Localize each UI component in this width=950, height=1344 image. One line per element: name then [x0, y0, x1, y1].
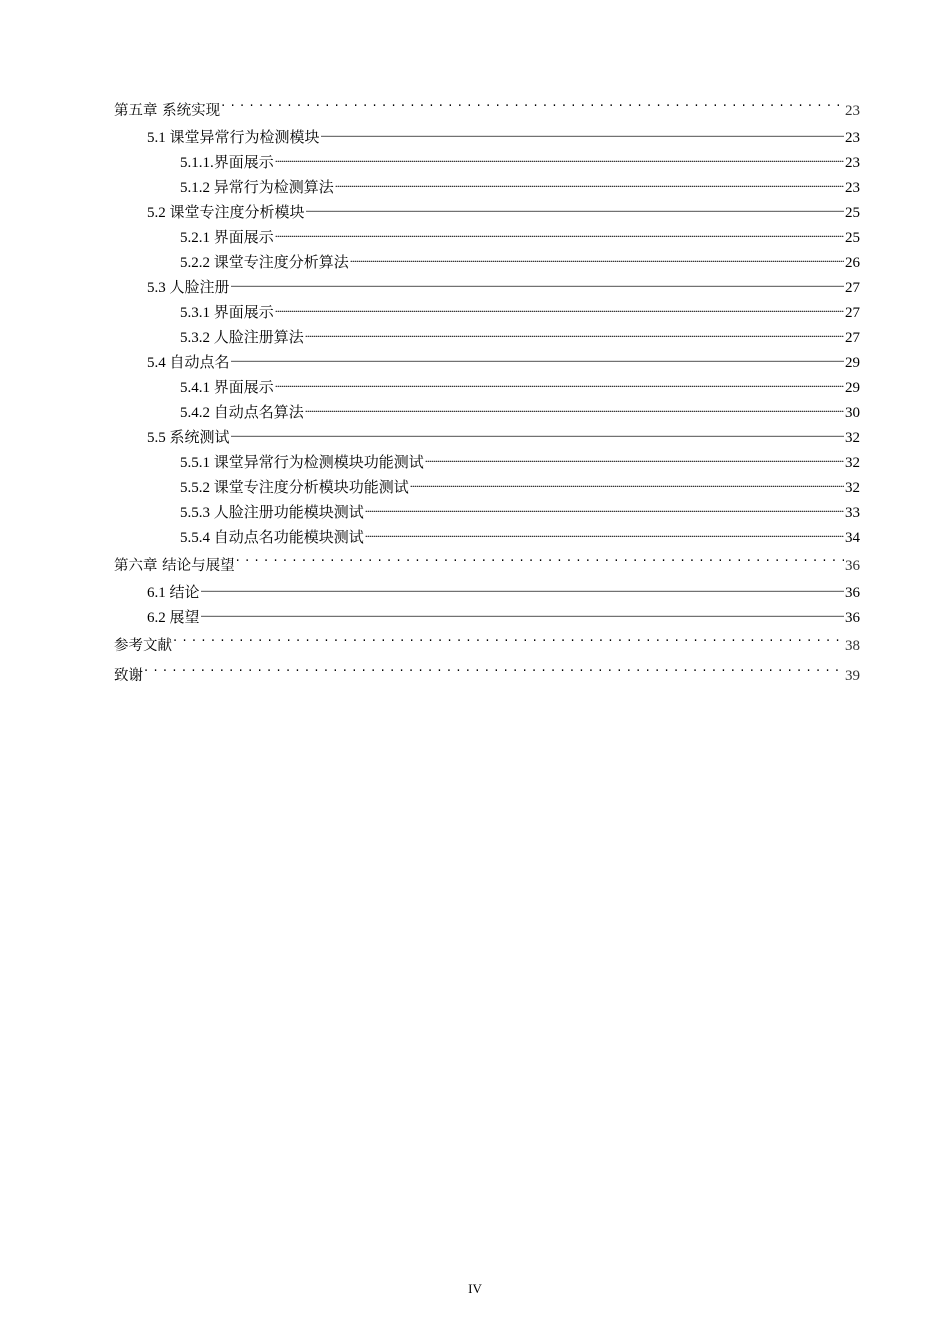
toc-dot-leader — [275, 230, 844, 242]
toc-entry-page: 32 — [845, 455, 860, 471]
toc-entry-acknowledgements[interactable] — [114, 661, 860, 691]
toc-entry-title: 6.1 结论 — [147, 585, 200, 601]
toc-entry-page: 29 — [845, 355, 860, 371]
toc-dot-leader — [425, 455, 844, 467]
toc-dot-leader — [321, 130, 844, 142]
toc-entry-page: 27 — [845, 330, 860, 346]
toc-entry-page: 33 — [845, 505, 860, 521]
toc-entry-5-5[interactable] — [114, 426, 860, 451]
toc-dot-leader — [231, 280, 844, 292]
toc-entry-page: 29 — [845, 380, 860, 396]
page-number: IV — [468, 1281, 482, 1296]
toc-entry-title: 5.4 自动点名 — [147, 355, 230, 371]
toc-entry-title: 5.2.1 界面展示 — [180, 230, 274, 246]
toc-dot-leader — [306, 205, 844, 217]
toc-entry-5-2-2[interactable] — [114, 251, 860, 276]
toc-entry-6-2[interactable] — [114, 606, 860, 631]
toc-entry-page: 23 — [845, 155, 860, 171]
toc-dot-leader — [365, 505, 844, 517]
toc-entry-5-2-1[interactable] — [114, 226, 860, 251]
toc-entry-page: 36 — [845, 585, 860, 601]
toc-dot-leader — [201, 585, 844, 597]
toc-entry-page: 25 — [845, 205, 860, 221]
toc-entry-page: 36 — [845, 610, 860, 626]
toc-entry-title: 参考文献 — [114, 638, 172, 654]
toc-entry-6-1[interactable] — [114, 581, 860, 606]
toc-entry-title: 第六章 结论与展望 — [114, 558, 235, 574]
toc-entry-5-5-2[interactable] — [114, 476, 860, 501]
toc-entry-title: 致谢 — [114, 668, 143, 684]
toc-entry-title: 5.1.1.界面展示 — [180, 155, 274, 171]
toc-entry-5-3[interactable] — [114, 276, 860, 301]
toc-entry-title: 5.4.1 界面展示 — [180, 380, 274, 396]
toc-entry-page: 32 — [845, 480, 860, 496]
toc-dot-leader — [350, 255, 844, 267]
toc-entry-page: 32 — [845, 430, 860, 446]
toc-entry-title: 5.5.2 课堂专注度分析模块功能测试 — [180, 480, 409, 496]
toc-entry-title: 6.2 展望 — [147, 610, 200, 626]
toc-dot-leader — [231, 430, 844, 442]
toc-entry-page: 38 — [845, 638, 860, 654]
toc-entry-page: 26 — [845, 255, 860, 271]
toc-dot-leader — [275, 305, 844, 317]
toc-entry-title: 5.1.2 异常行为检测算法 — [180, 180, 334, 196]
toc-entry-5-1-1[interactable] — [114, 151, 860, 176]
toc-dot-leader — [305, 330, 844, 342]
toc-entry-5-5-3[interactable] — [114, 501, 860, 526]
toc-entry-page: 27 — [845, 280, 860, 296]
toc-entry-page: 36 — [845, 558, 860, 574]
toc-entry-5-4-1[interactable] — [114, 376, 860, 401]
toc-entry-5-1-2[interactable] — [114, 176, 860, 201]
toc-dot-leader — [173, 638, 844, 650]
toc-entry-page: 23 — [845, 180, 860, 196]
toc-entry-5-5-1[interactable] — [114, 451, 860, 476]
toc-entry-page: 23 — [845, 103, 860, 119]
toc-entry-5-4[interactable] — [114, 351, 860, 376]
toc-entry-5-4-2[interactable] — [114, 401, 860, 426]
toc-entry-chapter-6[interactable] — [114, 551, 860, 581]
toc-entry-title: 第五章 系统实现 — [114, 103, 221, 119]
toc-entry-page: 27 — [845, 305, 860, 321]
toc-entry-title: 5.3 人脸注册 — [147, 280, 230, 296]
toc-dot-leader — [410, 480, 844, 492]
toc-entry-title: 5.1 课堂异常行为检测模块 — [147, 130, 320, 146]
toc-entry-5-1[interactable] — [114, 126, 860, 151]
toc-dot-leader — [221, 103, 844, 115]
toc-entry-title: 5.5.4 自动点名功能模块测试 — [180, 530, 364, 546]
toc-entry-page: 39 — [845, 668, 860, 684]
toc-entry-5-5-4[interactable] — [114, 526, 860, 551]
table-of-contents — [114, 96, 860, 691]
toc-dot-leader — [231, 355, 844, 367]
toc-dot-leader — [275, 155, 844, 167]
toc-entry-5-2[interactable] — [114, 201, 860, 226]
toc-entry-5-3-1[interactable] — [114, 301, 860, 326]
toc-entry-title: 5.2.2 课堂专注度分析算法 — [180, 255, 349, 271]
toc-entry-title: 5.5.1 课堂异常行为检测模块功能测试 — [180, 455, 424, 471]
toc-entry-references[interactable] — [114, 631, 860, 661]
toc-dot-leader — [275, 380, 844, 392]
toc-dot-leader — [365, 530, 844, 542]
toc-entry-page: 34 — [845, 530, 860, 546]
toc-entry-title: 5.3.1 界面展示 — [180, 305, 274, 321]
toc-dot-leader — [144, 668, 844, 680]
toc-entry-5-3-2[interactable] — [114, 326, 860, 351]
toc-dot-leader — [236, 558, 844, 570]
toc-entry-chapter-5[interactable] — [114, 96, 860, 126]
toc-entry-page: 25 — [845, 230, 860, 246]
toc-dot-leader — [201, 610, 844, 622]
toc-entry-title: 5.5 系统测试 — [147, 430, 230, 446]
toc-entry-page: 23 — [845, 130, 860, 146]
toc-entry-title: 5.2 课堂专注度分析模块 — [147, 205, 305, 221]
toc-entry-title: 5.4.2 自动点名算法 — [180, 405, 304, 421]
toc-dot-leader — [335, 180, 844, 192]
toc-dot-leader — [305, 405, 844, 417]
toc-entry-title: 5.3.2 人脸注册算法 — [180, 330, 304, 346]
toc-entry-title: 5.5.3 人脸注册功能模块测试 — [180, 505, 364, 521]
toc-entry-page: 30 — [845, 405, 860, 421]
